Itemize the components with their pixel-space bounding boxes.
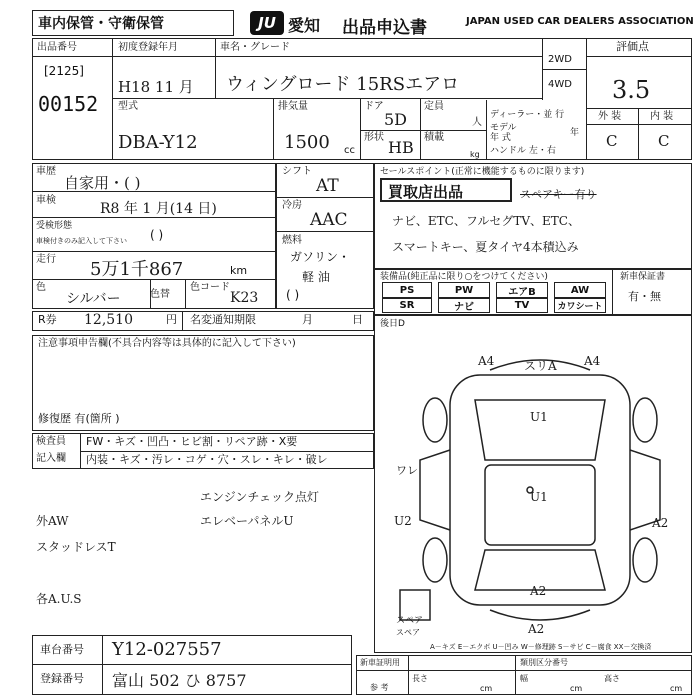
equip-leather: カワシート (554, 298, 606, 313)
divider (586, 124, 692, 125)
divider (408, 655, 409, 695)
org-name: 愛知 (288, 16, 321, 35)
grade-ext-label: 外 装 (598, 111, 622, 122)
recv-sub: 車検付きのみ記入して下さい (36, 237, 127, 245)
namechg-day: 日 (352, 313, 363, 326)
diag-spare-mark: スペア (396, 616, 424, 626)
diag-mark-u2: U2 (394, 514, 412, 528)
remark-4: スタッドレスT (36, 540, 116, 554)
assoc-name: JAPAN USED CAR DEALERS ASSOCIATION (466, 16, 694, 27)
color-swap-label: 色替 (150, 289, 170, 300)
divider (486, 100, 487, 160)
ref-h2: 幅 (520, 674, 528, 683)
divider (276, 197, 374, 198)
grade-label: 評価点 (616, 40, 649, 53)
divider (586, 56, 692, 57)
divider (112, 98, 542, 99)
diag-mark-a2-bumper: A2 (528, 622, 545, 636)
divider (420, 98, 421, 160)
divider (356, 670, 692, 671)
cap-unit: 人 (472, 117, 482, 128)
divider (420, 130, 486, 131)
grade-value: 3.5 (612, 76, 651, 104)
type-label: 型式 (118, 101, 138, 112)
load-label: 積載 (424, 132, 444, 143)
newcar-label: 新車証明用 (360, 658, 400, 667)
diag-mark-crack: ワレ (396, 464, 418, 477)
plate-label: 登録番号 (40, 672, 84, 685)
sales-line-1: スペアキー有り (520, 188, 597, 201)
warranty-value: 有・無 (628, 290, 661, 303)
notes-label: 注意事項申告欄(不具合内容等は具体的に記入して下さい) (38, 338, 296, 349)
repair-label: 修復歴 有(箇所 ) (38, 412, 120, 425)
ref-unit-3: cm (670, 684, 683, 693)
dealer-line3-unit: 年 (570, 128, 580, 138)
ref-h1: 長さ (412, 674, 428, 683)
shift-label: シフト (282, 166, 312, 177)
lot-sub: [2125] (44, 64, 84, 78)
drive-opt2: 4WD (548, 79, 572, 90)
reference-label1: 類別区分番号 (520, 658, 568, 667)
diag-mark-u1-body: U1 (530, 490, 548, 504)
history-label: 車歴 (36, 166, 56, 177)
remark-3: エレベーパネルU (200, 514, 294, 528)
load-unit: kg (470, 150, 480, 159)
diag-mark-a2-right: A2 (652, 516, 669, 530)
rticket-unit: 円 (166, 313, 177, 326)
mileage-label: 走行 (36, 254, 56, 265)
warranty-label: 新車保証書 (620, 272, 666, 282)
sales-label: セールスポイント(正常に機能するものに限ります) (380, 167, 585, 177)
chassis-label: 車台番号 (40, 643, 84, 656)
ref-unit-1: cm (480, 684, 493, 693)
reg-label: 初度登録年月 (118, 42, 178, 53)
equip-tv: TV (496, 298, 548, 313)
equip-ps: PS (382, 282, 432, 298)
fuel-value2: 軽 油 (302, 270, 330, 284)
dealer-line2: モデル (490, 123, 517, 133)
mileage-unit: km (230, 264, 248, 277)
divider (102, 635, 103, 695)
divider (638, 108, 639, 160)
mileage-value: 5万1千867 (90, 259, 184, 280)
diag-mark-u1-roof: U1 (530, 410, 548, 424)
inspector-ext: FW・キズ・凹凸・ヒビ割・リペア跡・X要 (86, 435, 298, 448)
divider (360, 130, 420, 131)
diag-mark-a4-left: A4 (478, 354, 495, 368)
disp-value: 1500 (284, 132, 330, 153)
ju-logo (250, 11, 284, 35)
divider (215, 38, 216, 98)
rear-tag: 後日D (380, 319, 405, 329)
divider (612, 269, 613, 315)
divider (80, 433, 81, 469)
divider (185, 279, 186, 309)
color-code-label: 色コード (190, 282, 230, 293)
aircon-value: AAC (310, 210, 348, 230)
model-label: 車名・グレード (220, 42, 290, 53)
recv-label: 受検形態 (36, 221, 73, 231)
history-value: 自家用・( ) (64, 174, 141, 192)
divider (542, 69, 586, 70)
door-value: 5D (384, 110, 408, 129)
remark-2: 外AW (36, 514, 69, 528)
lot-number: 00152 (38, 92, 99, 116)
divider (276, 231, 374, 232)
inspection-label: 車検 (36, 195, 56, 206)
door-shape: HB (388, 138, 414, 157)
divider (586, 108, 692, 109)
remark-1: エンジンチェック点灯 (200, 490, 320, 504)
diag-mark-a4-right: A4 (584, 354, 601, 368)
fuel-label: 燃料 (282, 235, 302, 246)
inspector-int: 内装・キズ・汚レ・コゲ・穴・スレ・キレ・破レ (86, 453, 328, 466)
divider (515, 655, 516, 695)
rticket-value: 12,510 (84, 312, 133, 328)
aircon-label: 冷房 (282, 200, 302, 211)
ref-h3: 高さ (604, 674, 620, 683)
disp-unit: cc (344, 145, 355, 156)
equip-sr: SR (382, 298, 432, 313)
diagram-legend: A－キズ E－エクボ U－凹み W－修理跡 S－サビ C－腐食 XX－交換済 (430, 643, 652, 651)
color-label: 色 (36, 282, 46, 293)
door-shape-label: 形状 (364, 132, 384, 143)
reference-label2: 参 考 (370, 683, 389, 692)
rticket-label: R券 (38, 313, 57, 326)
type-value: DBA-Y12 (118, 132, 198, 153)
shift-value: AT (316, 176, 339, 196)
fuel-value: ガソリン・ (290, 250, 351, 264)
divider (32, 56, 112, 57)
recv-value: ( ) (150, 228, 164, 242)
fuel-paren: ( ) (286, 288, 300, 302)
inspector-label1: 検査員 (36, 436, 66, 447)
divider (182, 311, 183, 331)
divider (32, 251, 276, 252)
namechg-month: 月 (302, 313, 313, 326)
divider (112, 56, 542, 57)
grade-ext: C (606, 132, 618, 150)
storage-label: 車内保管・守衛保管 (38, 16, 164, 32)
plate-value: 富山 502 ひ 8757 (112, 671, 247, 690)
inspector-label2: 記入欄 (36, 453, 66, 464)
lot-label: 出品番号 (37, 42, 77, 53)
divider (360, 98, 361, 160)
cap-label: 定員 (424, 101, 444, 112)
diag-mark-a2-rear: A2 (530, 584, 547, 598)
dealer-tag: 買取店出品 (388, 183, 464, 201)
diag-spare-label: スペア (396, 628, 420, 637)
inspection-value: R8 年 1 月(14 日) (100, 201, 217, 217)
grade-int: C (658, 132, 670, 150)
form-title: 出品申込書 (342, 18, 427, 38)
equip-airbag: エアB (496, 282, 548, 298)
disp-label: 排気量 (278, 101, 308, 112)
dealer-line3: 年 式 (490, 133, 511, 143)
chassis-value: Y12-027557 (112, 639, 222, 660)
remark-5: 各A.U.S (36, 592, 82, 606)
color-value: シルバー (66, 291, 121, 307)
equip-label: 装備品(純正品に限り○をつけてください) (380, 272, 548, 282)
color-code: K23 (230, 290, 259, 306)
namechg-label: 名変通知期限 (190, 313, 256, 326)
drive-opt1: 2WD (548, 54, 572, 65)
dealer-line4: ハンドル 左・右 (490, 146, 556, 156)
divider (32, 664, 352, 665)
diag-mark-sri-a: スリA (524, 359, 557, 373)
equip-pw: PW (438, 282, 490, 298)
dealer-line1: ディーラー・並 行 (490, 110, 565, 120)
divider (273, 98, 274, 160)
door-label: ドア (364, 101, 384, 112)
divider (80, 451, 374, 452)
grade-int-label: 内 装 (650, 111, 674, 122)
equip-navi: ナビ (438, 298, 490, 313)
reg-value: H18 11 月 (118, 78, 194, 96)
ju-logo-text: JU (258, 14, 276, 32)
sales-line-2: ナビ、ETC、フルセグTV、ETC、 (392, 214, 580, 228)
ref-unit-2: cm (570, 684, 583, 693)
equip-aw: AW (554, 282, 606, 298)
sales-line-3: スマートキー、夏タイヤ4本積込み (392, 240, 579, 254)
model-value: ウィングロード 15RSエアロ (226, 74, 460, 95)
